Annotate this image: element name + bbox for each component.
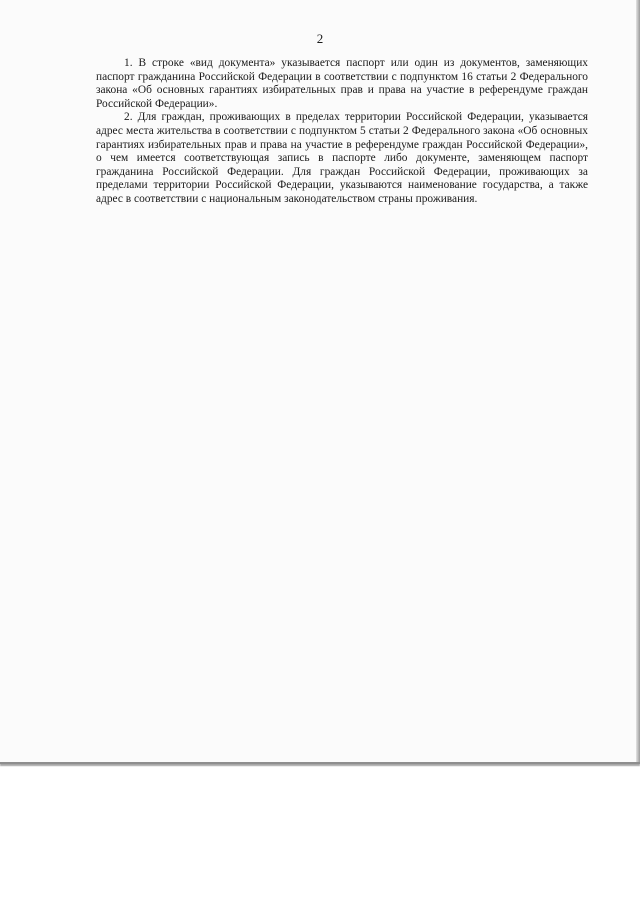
paragraph-1: 1. В строке «вид документа» указывается паспорт или один из документов, заменяющих паспорт гражданина Российской Федерации в соответствии с подпунктом 16 статьи 2 Федерального закона «Об основных гарантиях избирательных прав и права на участие в референдуме граждан Российской Федерации». <box>96 57 588 110</box>
page-edge-shadow <box>636 0 640 762</box>
document-body <box>96 57 588 207</box>
page-number: 2 <box>316 31 324 46</box>
paragraph-2: 2. Для граждан, проживающих в пределах территории Российской Федерации, указывается адрес места жительства в соответствии с подпунктом 5 статьи 2 Федерального закона «Об основных гарантиях избирательных прав и права на участие в референдуме граждан Российской Федерации», о чем имеется соответствующая запись в паспорте либо документе, заменяющем паспорт гражданина Российской Федерации. Для граждан Российской Федерации, проживающих за пределами территории Российской Федерации, указываются наименование государства, а также адрес в соответствии с национальным законодательством страны проживания. <box>96 111 588 205</box>
